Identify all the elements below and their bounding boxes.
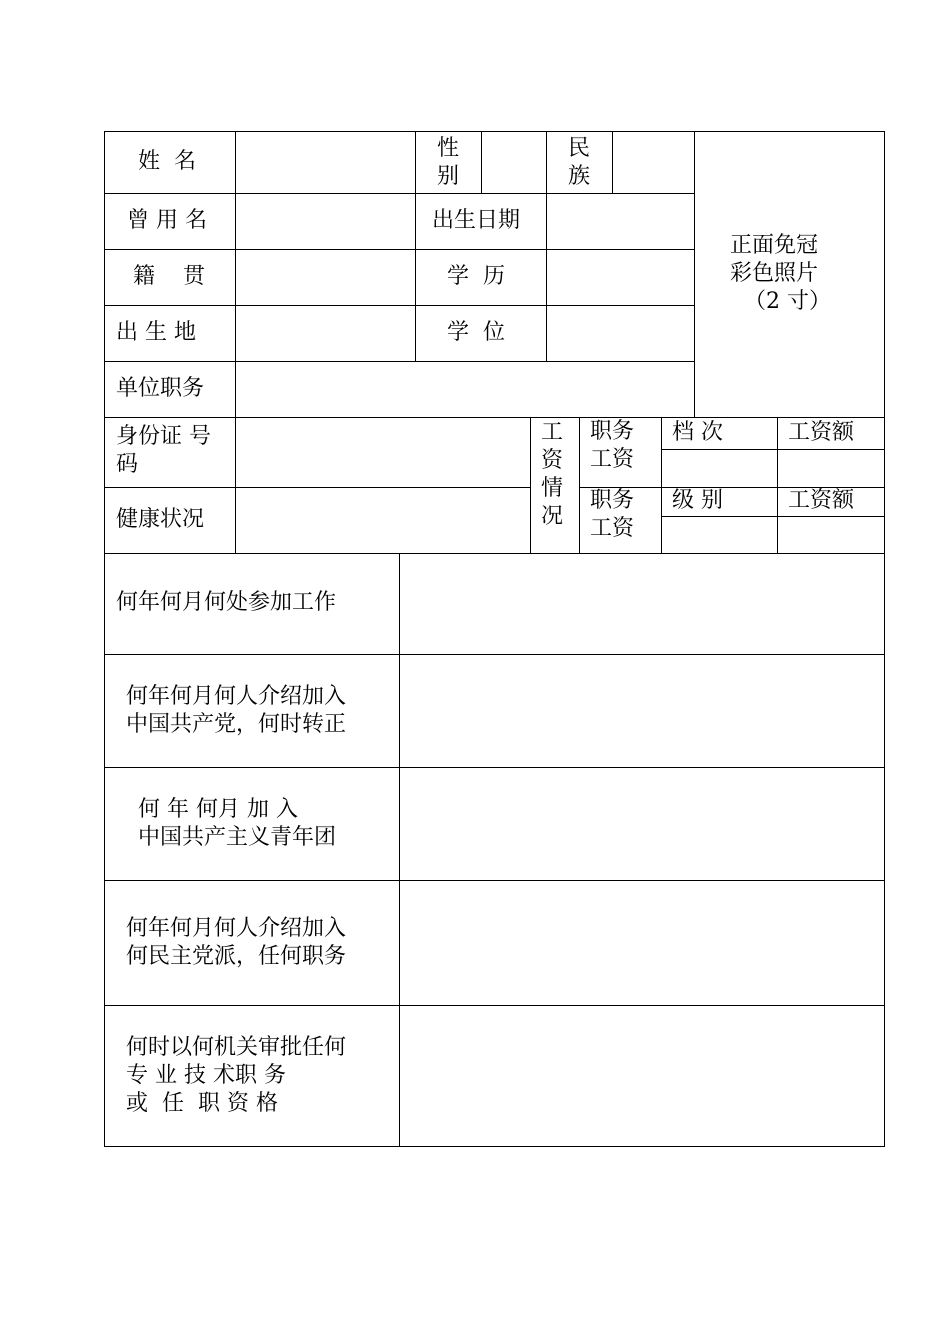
amount-field-2[interactable]: [778, 517, 884, 553]
former-name-field[interactable]: [236, 194, 415, 249]
work-start-field[interactable]: [400, 554, 884, 654]
native-place-label: 籍 贯: [133, 264, 205, 289]
salary-section-label: 工 资 情 况: [541, 420, 564, 529]
amount-field-1[interactable]: [778, 450, 884, 487]
col-line: [579, 417, 580, 553]
birthplace-label: 出 生 地: [116, 320, 196, 345]
table-border-bottom: [104, 1146, 885, 1147]
name-label: 姓 名: [138, 149, 196, 174]
id-number-field[interactable]: [236, 418, 530, 487]
name-field[interactable]: [236, 132, 415, 193]
league-join-field[interactable]: [400, 768, 884, 880]
col-line: [530, 417, 531, 553]
id-number-label: 身份证 号 码: [116, 424, 211, 477]
gender-label: 性 别: [437, 136, 460, 189]
grade-field[interactable]: [662, 450, 777, 487]
photo-slot[interactable]: [695, 132, 884, 417]
photo-placeholder-label: 正面免冠 彩色照片 （2 寸）: [730, 233, 831, 314]
work-start-label: 何年何月何处参加工作: [116, 590, 337, 615]
birth-date-field[interactable]: [547, 194, 694, 249]
tech-position-label: 何时以何机关审批任何 专 业 技 术职 务 或 任 职 资 格: [126, 1035, 347, 1116]
post-salary-label-2: 职务 工资: [590, 488, 635, 541]
table-border-right: [884, 131, 885, 1147]
gender-field[interactable]: [482, 132, 546, 193]
birthplace-field[interactable]: [236, 306, 415, 361]
health-field[interactable]: [236, 488, 530, 553]
party-join-label: 何年何月何人介绍加入 中国共产党，何时转正: [126, 684, 347, 737]
tech-position-field[interactable]: [400, 1006, 884, 1146]
grade-label: 档 次: [672, 420, 723, 445]
birth-date-label: 出生日期: [432, 208, 521, 233]
ethnicity-label: 民 族: [568, 136, 591, 189]
native-place-field[interactable]: [236, 250, 415, 305]
col-line: [415, 131, 416, 361]
democratic-party-field[interactable]: [400, 881, 884, 1005]
former-name-label: 曾 用 名: [127, 208, 207, 233]
level-field[interactable]: [662, 517, 777, 553]
level-label: 级 别: [672, 488, 723, 513]
education-field[interactable]: [547, 250, 694, 305]
amount-label-1: 工资额: [788, 420, 855, 445]
party-join-field[interactable]: [400, 655, 884, 767]
democratic-party-label: 何年何月何人介绍加入 何民主党派，任何职务: [126, 916, 347, 969]
post-salary-label-1: 职务 工资: [590, 419, 635, 472]
unit-position-field[interactable]: [236, 362, 694, 417]
health-label: 健康状况: [116, 507, 205, 532]
degree-field[interactable]: [547, 306, 694, 361]
league-join-label: 何 年 何月 加 入 中国共产主义青年团: [138, 797, 337, 850]
amount-label-2: 工资额: [788, 488, 855, 513]
ethnicity-field[interactable]: [613, 132, 694, 193]
education-label: 学 历: [447, 264, 505, 289]
table-border-left: [104, 131, 105, 1147]
unit-position-label: 单位职务: [116, 376, 205, 401]
degree-label: 学 位: [447, 320, 505, 345]
